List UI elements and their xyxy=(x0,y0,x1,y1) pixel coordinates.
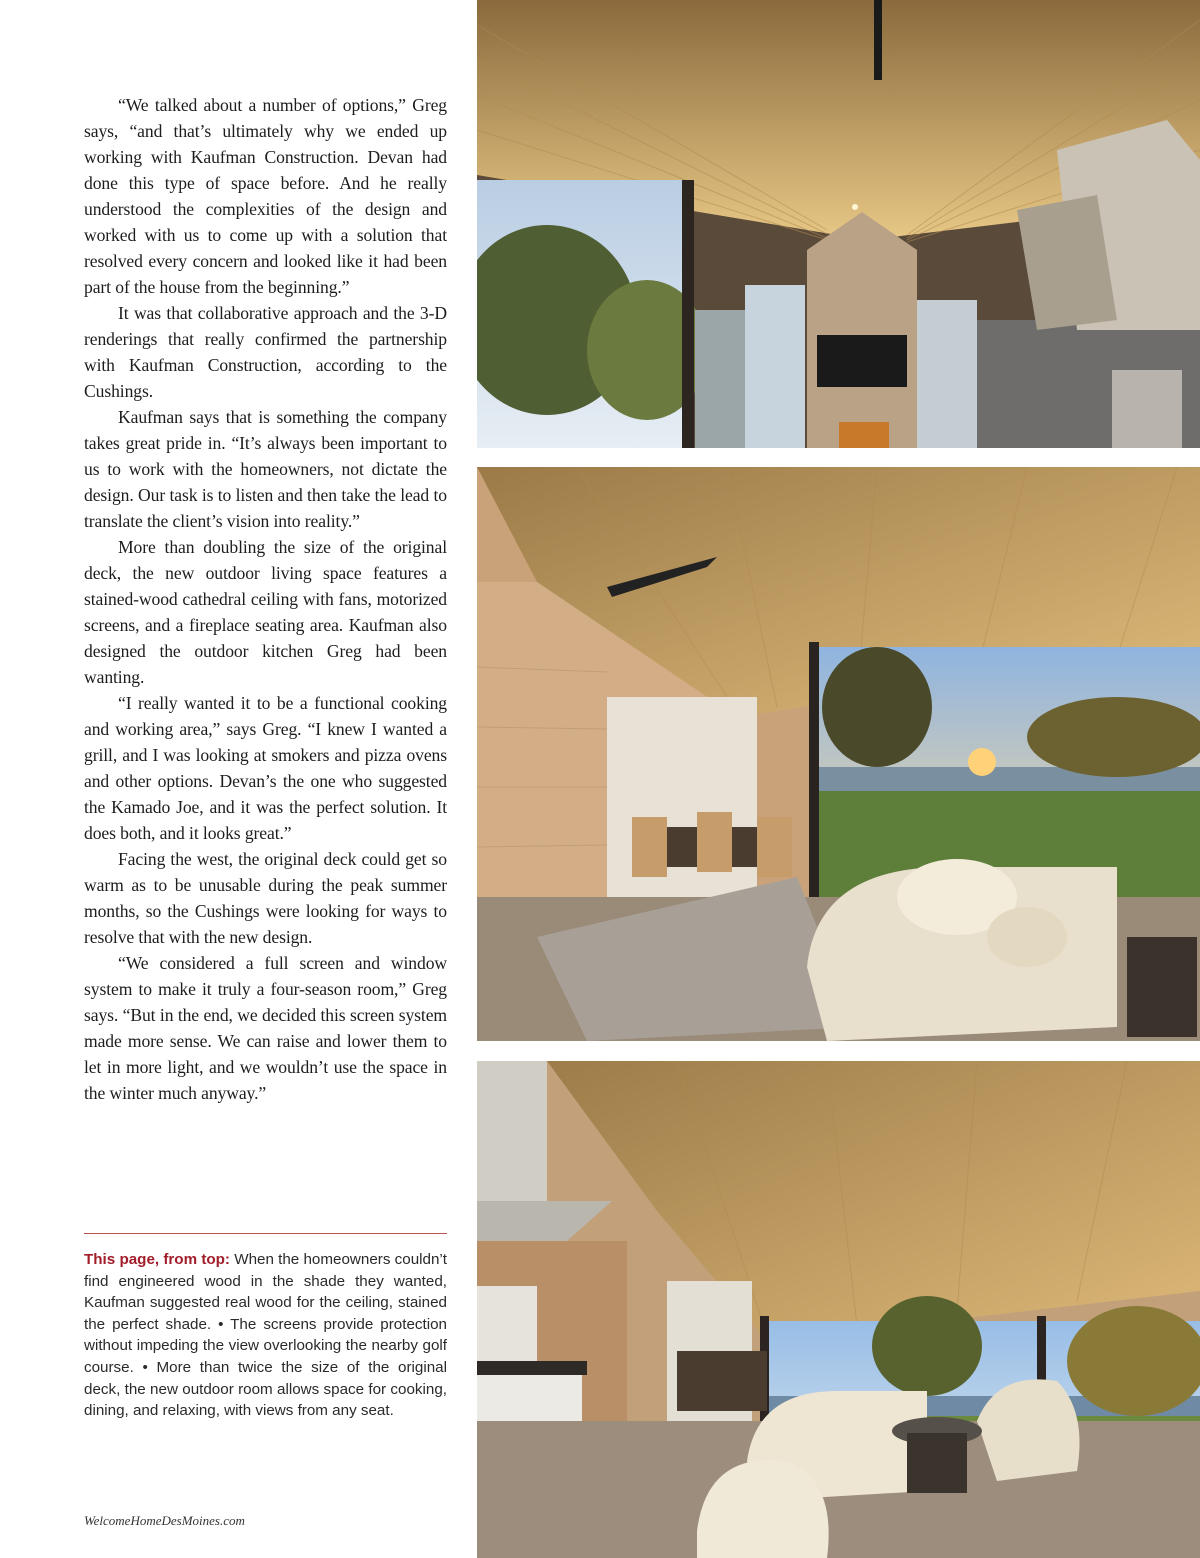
caption-text: When the homeowners couldn’t find engineered wood in the shade they wanted, Kaufman suggested real wood for the ceiling, stained the perfect shade. • The screens provide protection without impeding the view overlooking the nearby golf course. • More than twice the size of the original deck, the new outdoor room allows space for cooking, dining, and relaxing, with views from any seat. xyxy=(84,1251,447,1420)
photo-dining-sunset xyxy=(477,467,1200,1041)
caption-lead: This page, from top: xyxy=(84,1251,230,1268)
photo-lounge-kitchen xyxy=(477,1061,1200,1558)
article-paragraph: More than doubling the size of the original deck, the new outdoor living space features a stained-wood cathedral ceiling with fans, motorized screens, and a fireplace seating area. Kaufman also designed the outdoor kitchen Greg had been wanting. xyxy=(84,537,447,687)
article-paragraph: “I really wanted it to be a functional cooking and working area,” says Greg. “I knew I wanted a grill, and I was looking at smokers and pizza ovens and other options. Devan’s the one who suggested the Kamado Joe, and it was the perfect solution. It does both, and it looks great.” xyxy=(84,693,447,843)
article-paragraph: “We considered a full screen and window system to make it truly a four-season room,” Greg says. “But in the end, we decided this screen system made more sense. We can raise and lower them to let in more light, and we wouldn’t use the space in the winter much anyway.” xyxy=(84,953,447,1103)
article-paragraph: “We talked about a number of options,” Greg says, “and that’s ultimately why we ended up working with Kaufman Construction. Devan had done this type of space before. And he really understood the complexities of the design and worked with us to come up with a solution that resolved every concern and looked like it had been part of the house from the beginning.” xyxy=(84,95,447,297)
photo-caption xyxy=(84,1249,447,1422)
photo-fireplace-ceiling xyxy=(477,0,1200,448)
article-paragraph: Facing the west, the original deck could get so warm as to be unusable during the peak summer months, so the Cushings were looking for ways to resolve that with the new design. xyxy=(84,849,447,947)
article-paragraph: Kaufman says that is something the company takes great pride in. “It’s always been important to us to work with the homeowners, not dictate the design. Our task is to listen and then take the lead to translate the client’s vision into reality.” xyxy=(84,407,447,531)
article-paragraph: It was that collaborative approach and the 3-D renderings that really confirmed the partnership with Kaufman Construction, according to the Cushings. xyxy=(84,303,447,401)
caption-divider xyxy=(84,1233,447,1234)
footer-site-url: WelcomeHomeDesMoines.com xyxy=(84,1513,245,1528)
article-body xyxy=(84,92,447,1106)
